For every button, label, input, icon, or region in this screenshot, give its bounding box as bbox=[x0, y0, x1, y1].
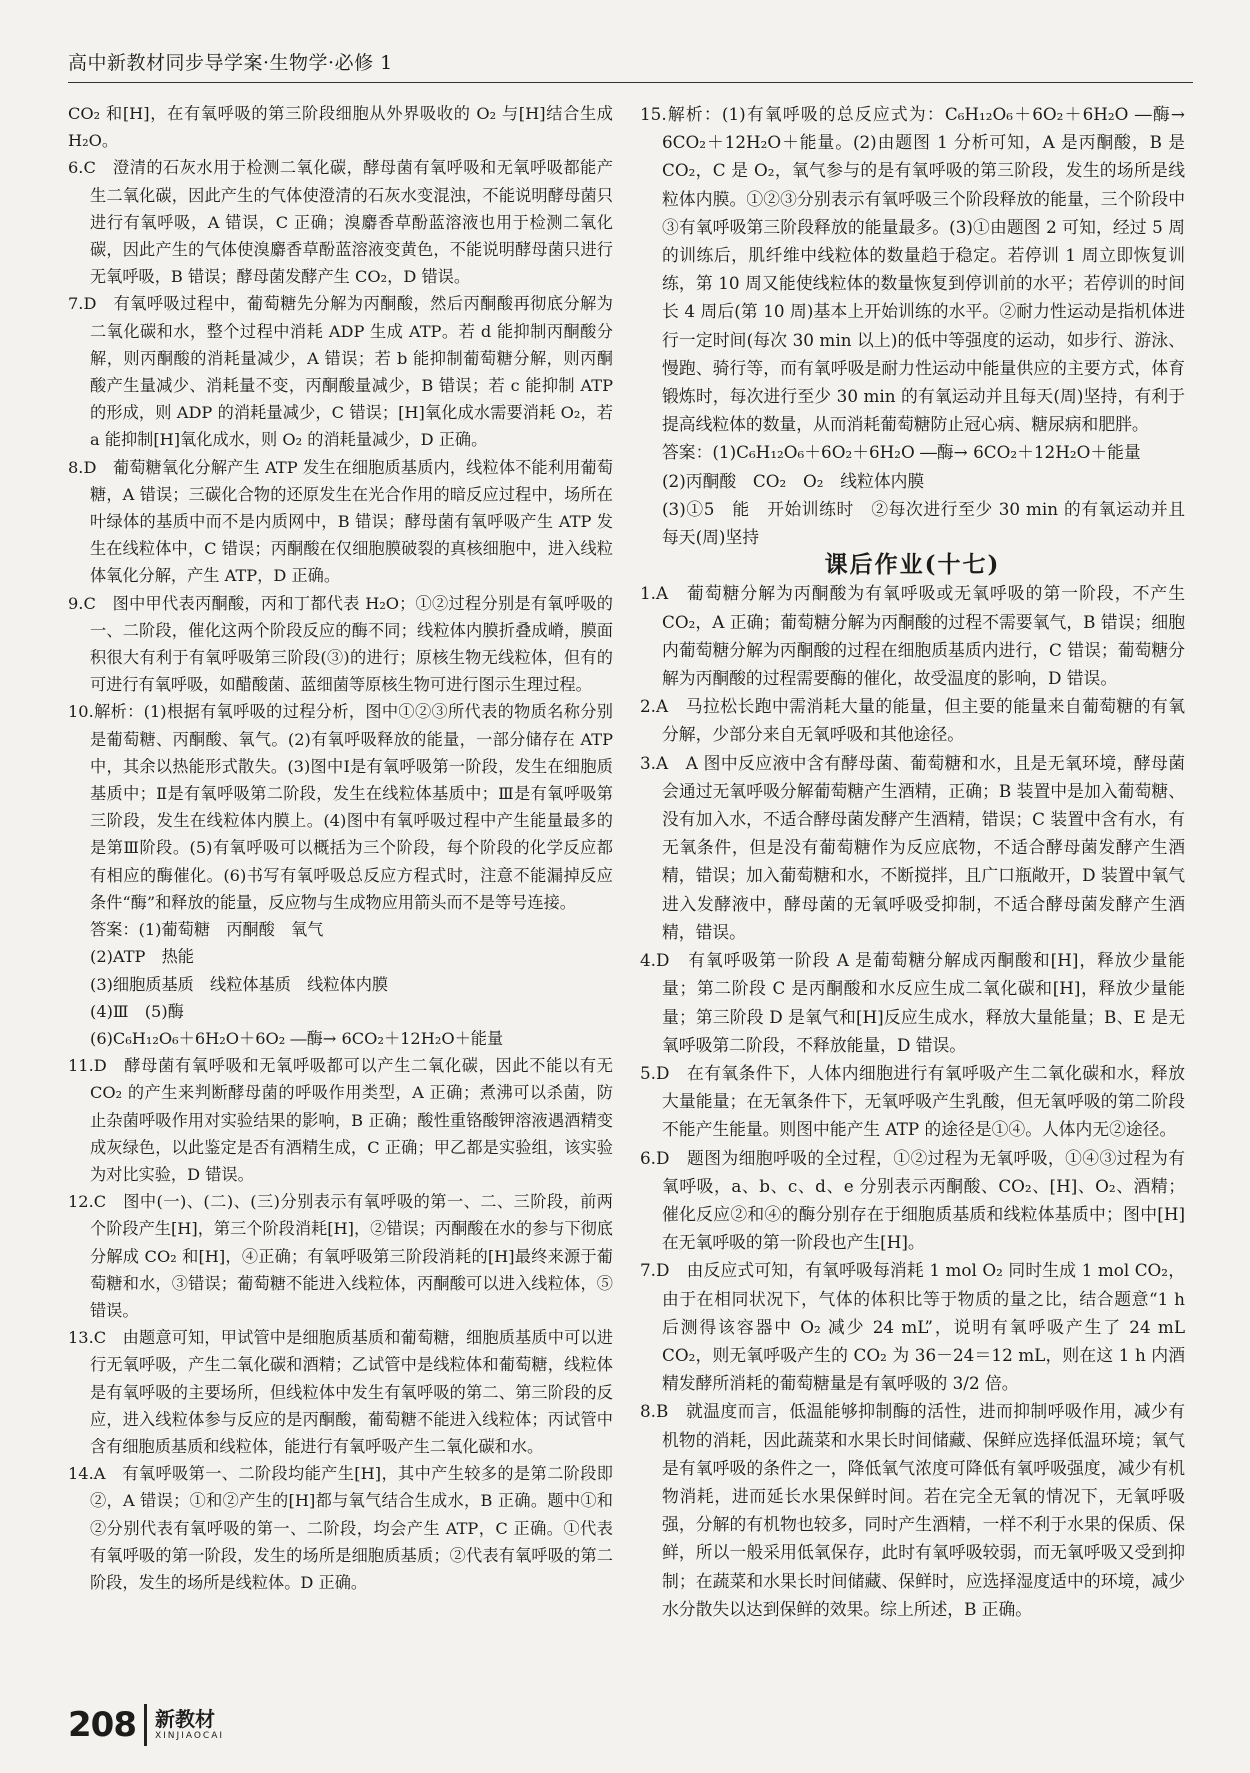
answer-explanation: 9.C 图中甲代表丙酮酸，丙和丁都代表 H₂O；①②过程分别是有氧呼吸的一、二阶段，催化这两个阶段反应的酶不同；线粒体内膜折叠成嵴，膜面积很大有利于有氧呼吸第三阶段(③)的进行；原核生物无线粒体，但有的可进行有氧呼吸，如醋酸菌、蓝细菌等原核生物可进行图示生理过程。 bbox=[68, 593, 613, 695]
answer-explanation: 14.A 有氧呼吸第一、二阶段均能产生[H]，其中产生较多的是第二阶段即②，A 错误；①和②产生的[H]都与氧气结合生成水，B 正确。题中①和②分别代表有氧呼吸的第一、二阶段，均会产生 ATP，C 正确。①代表有氧呼吸的第一阶段，发生的场所是细胞质基质；②代表有氧呼吸的第二阶段，发生的场所是线粒体。D 正确。 bbox=[68, 1464, 613, 1592]
page-number: 208 bbox=[68, 1705, 136, 1745]
answer-line: (3)细胞质基质 线粒体基质 线粒体内膜 bbox=[90, 974, 389, 994]
answer-explanation: 5.D 在有氧条件下，人体内细胞进行有氧呼吸产生二氧化碳和水，释放大量能量；在无氧条件下，无氧呼吸产生乳酸，但无氧呼吸的第二阶段不能产生能量。则图中能产生 ATP 的途径是①④。人体内无②途径。 bbox=[640, 1062, 1185, 1140]
answer-explanation: 3.A A 图中反应液中含有酵母菌、葡萄糖和水，且是无氧环境，酵母菌会通过无氧呼吸分解葡萄糖产生酒精，正确；B 装置中是加入葡萄糖、没有加入水，不适合酵母菌发酵产生酒精，错误；C 装置中含有水，有无氧条件，但是没有葡萄糖作为反应底物，不适合酵母菌发酵产生酒精，错误；加入葡萄糖和水，不断搅拌，且广口瓶敞开，D 装置中氧气进入发酵液中，酵母菌的无氧呼吸受抑制，不适合酵母菌发酵产生酒精，错误。 bbox=[640, 752, 1185, 942]
brand-name: 新教材 bbox=[154, 1707, 215, 1731]
brand-pinyin: XINJIAOCAI bbox=[154, 1731, 225, 1741]
header-title: 高中新教材同步导学案·生物学·必修 1 bbox=[68, 52, 393, 74]
answer-explanation: 6.D 题图为细胞呼吸的全过程，①②过程为无氧呼吸，①④③过程为有氧呼吸，a、b、c、d、e 分别表示丙酮酸、CO₂、[H]、O₂、酒精；催化反应②和④的酶分别存在于细胞质基质和线粒体基质中；图中[H]在无氧呼吸的第一阶段也产生[H]。 bbox=[640, 1147, 1185, 1253]
answer-explanation: 15.解析：(1)有氧呼吸的总反应式为：C₆H₁₂O₆＋6O₂＋6H₂O ―酶→ 6CO₂＋12H₂O＋能量。(2)由题图 1 分析可知，A 是丙酮酸，B 是 CO₂，C 是 O₂，氧气参与的是有氧呼吸的第三阶段，发生的场所是线粒体内膜。①②③分别表示有氧呼吸三个阶段释放的能量，三个阶段中③有氧呼吸第三阶段释放的能量最多。(3)①由题图 2 可知，经过 5 周的训练后，肌纤维中线粒体的数量趋于稳定。若停训 1 周立即恢复训练，第 10 周又能使线粒体的数量恢复到停训前的水平；若停训的时间长 4 周后(第 10 周)基本上开始训练的水平。②耐力性运动是指机体进行一定时间(每次 30 min 以上)的低中等强度的运动，如步行、游泳、慢跑、骑行等，而有氧呼吸是耐力性运动中能量供应的主要方式，体育锻炼时，每次进行至少 30 min 的有氧运动并且每天(周)坚持，有利于提高线粒体的数量，从而消耗葡萄糖防止冠心病、糖尿病和肥胖。 bbox=[640, 104, 1185, 435]
answer-line: 答案：(1)葡萄糖 丙酮酸 氧气 bbox=[90, 920, 324, 940]
section-title: 课后作业(十七) bbox=[824, 551, 1001, 579]
left-column bbox=[68, 100, 613, 1596]
answer-explanation: 8.B 就温度而言，低温能够抑制酶的活性，进而抑制呼吸作用，减少有机物的消耗，因此蔬菜和水果长时间储藏、保鲜应选择低温环境；氧气是有氧呼吸的条件之一，降低氧气浓度可降低有氧呼吸强度，减少有机物消耗，进而延长水果保鲜时间。若在完全无氧的情况下，无氧呼吸强，分解的有机物也较多，同时产生酒精，一样不利于水果的保质、保鲜，所以一般采用低氧保存，此时有氧呼吸较弱，而无氧呼吸又受到抑制；在蔬菜和水果长时间储藏、保鲜时，应选择湿度适中的环境，减少水分散失以达到保鲜的效果。综上所述，B 正确。 bbox=[640, 1401, 1185, 1619]
brand-logo bbox=[155, 1709, 224, 1741]
footer-divider bbox=[144, 1704, 147, 1746]
answer-explanation: 7.D 有氧呼吸过程中，葡萄糖先分解为丙酮酸，然后丙酮酸再彻底分解为二氧化碳和水，整个过程中消耗 ADP 生成 ATP。若 d 能抑制丙酮酸分解，则丙酮酸的消耗量减少，A 错误；若 b 能抑制葡萄糖分解，则丙酮酸产生量减少、消耗量不变，丙酮酸量减少，B 错误；若 c 能抑制 ATP 的形成，则 ADP 的消耗量减少，C 错误；[H]氧化成水需要消耗 O₂，若 a 能抑制[H]氧化成水，则 O₂ 的消耗量减少，D 正确。 bbox=[68, 294, 613, 450]
answer-explanation: 13.C 由题意可知，甲试管中是细胞质基质和葡萄糖，细胞质基质中可以进行无氧呼吸，产生二氧化碳和酒精；乙试管中是线粒体和葡萄糖，线粒体是有氧呼吸的主要场所，但线粒体中发生有氧呼吸的第二、第三阶段的反应，进入线粒体参与反应的是丙酮酸，葡萄糖不能进入线粒体；丙试管中含有细胞质基质和线粒体，能进行有氧呼吸产生二氧化碳和水。 bbox=[68, 1328, 613, 1456]
answer-explanation: 8.D 葡萄糖氧化分解产生 ATP 发生在细胞质基质内，线粒体不能利用葡萄糖，A 错误；三碳化合物的还原发生在光合作用的暗反应过程中，场所在叶绿体的基质中而不是内质网中，B 错误；酵母菌有氧呼吸产生 ATP 发生在线粒体中，C 错误；丙酮酸在仅细胞膜破裂的真核细胞中，进入线粒体氧化分解，产生 ATP，D 正确。 bbox=[68, 457, 613, 586]
answer-explanation: 7.D 由反应式可知，有氧呼吸每消耗 1 mol O₂ 同时生成 1 mol CO₂，由于在相同状况下，气体的体积比等于物质的量之比，结合题意“1 h 后测得该容器中 O₂ 减少 24 mL”，说明有氧呼吸产生了 24 mL CO₂，则无氧呼吸产生的 CO₂ 为 36－24＝12 mL，则在这 1 h 内酒精发酵所消耗的葡萄糖量是有氧呼吸的 3/2 倍。 bbox=[640, 1260, 1185, 1394]
answer-explanation: 12.C 图中(一)、(二)、(三)分别表示有氧呼吸的第一、二、三阶段，前两个阶段产生[H]，第三个阶段消耗[H]，②错误；丙酮酸在水的参与下彻底分解成 CO₂ 和[H]，④正确；有氧呼吸第三阶段消耗的[H]最终来源于葡萄糖和水，③错误；葡萄糖不能进入线粒体，丙酮酸可以进入线粒体，⑤错误。 bbox=[68, 1192, 613, 1320]
answer-explanation: 11.D 酵母菌有氧呼吸和无氧呼吸都可以产生二氧化碳，因此不能以有无 CO₂ 的产生来判断酵母菌的呼吸作用类型，A 正确；煮沸可以杀菌，防止杂菌呼吸作用对实验结果的影响，B 正确；酸性重铬酸钾溶液遇酒精变成灰绿色，以此鉴定是否有酒精生成，C 正确；甲乙都是实验组，该实验为对比实验，D 错误。 bbox=[68, 1056, 613, 1184]
continued-text: CO₂ 和[H]，在有氧呼吸的第三阶段细胞从外界吸收的 O₂ 与[H]结合生成 H₂O。 bbox=[68, 104, 613, 151]
answer-explanation: 1.A 葡萄糖分解为丙酮酸为有氧呼吸或无氧呼吸的第一阶段，不产生 CO₂，A 正确；葡萄糖分解为丙酮酸的过程不需要氧气，B 错误；细胞内葡萄糖分解为丙酮酸的过程在细胞质基质内进行，C 错误；葡萄糖分解为丙酮酸的过程需要酶的催化，故受温度的影响，D 错误。 bbox=[640, 583, 1185, 689]
right-column bbox=[640, 100, 1185, 1623]
answer-line: (2)ATP 热能 bbox=[90, 947, 194, 967]
answer-explanation: 10.解析：(1)根据有氧呼吸的过程分析，图中①②③所代表的物质名称分别是葡萄糖、丙酮酸、氧气。(2)有氧呼吸释放的能量，一部分储存在 ATP 中，其余以热能形式散失。(3)图中Ⅰ是有氧呼吸第一阶段，发生在细胞质基质中；Ⅱ是有氧呼吸第二阶段，发生在线粒体基质中；Ⅲ是有氧呼吸第三阶段，发生在线粒体内膜上。(4)图中有氧呼吸过程中产生能量最多的是第Ⅲ阶段。(5)有氧呼吸可以概括为三个阶段，每个阶段的化学反应都有相应的酶催化。(6)书写有氧呼吸总反应方程式时，注意不能漏掉反应条件“酶”和释放的能量，反应物与生成物应用箭头而不是等号连接。 bbox=[68, 702, 613, 912]
answer-line: 答案：(1)C₆H₁₂O₆＋6O₂＋6H₂O ―酶→ 6CO₂＋12H₂O＋能量 bbox=[662, 442, 1141, 463]
answer-explanation: 2.A 马拉松长跑中需消耗大量的能量，但主要的能量来自葡萄糖的有氧分解，少部分来自无氧呼吸和其他途径。 bbox=[640, 696, 1185, 745]
answer-line: (6)C₆H₁₂O₆＋6H₂O＋6O₂ ―酶→ 6CO₂＋12H₂O＋能量 bbox=[90, 1028, 504, 1048]
answer-line: (2)丙酮酸 CO₂ O₂ 线粒体内膜 bbox=[662, 470, 925, 491]
answer-line: (3)①5 能 开始训练时 ②每次进行至少 30 min 的有氧运动并且每天(周)坚持 bbox=[662, 498, 1185, 548]
answer-line: (4)Ⅲ (5)酶 bbox=[90, 1001, 184, 1021]
page-header bbox=[68, 48, 1193, 83]
answer-explanation: 4.D 有氧呼吸第一阶段 A 是葡萄糖分解成丙酮酸和[H]，释放少量能量；第二阶段 C 是丙酮酸和水反应生成二氧化碳和[H]，释放少量能量；第三阶段 D 是氧气和[H]反应生成水，释放大量能量；B、E 是无氧呼吸第二阶段，不释放能量，D 错误。 bbox=[640, 950, 1185, 1055]
answer-explanation: 6.C 澄清的石灰水用于检测二氧化碳，酵母菌有氧呼吸和无氧呼吸都能产生二氧化碳，因此产生的气体使澄清的石灰水变混浊，不能说明酵母菌只进行有氧呼吸，A 错误，C 正确；溴麝香草酚蓝溶液也用于检测二氧化碳，因此产生的气体使溴麝香草酚蓝溶液变黄色，不能说明酵母菌只进行无氧呼吸，B 错误；酵母菌发酵产生 CO₂，D 错误。 bbox=[68, 158, 613, 287]
page-footer bbox=[68, 1700, 224, 1750]
